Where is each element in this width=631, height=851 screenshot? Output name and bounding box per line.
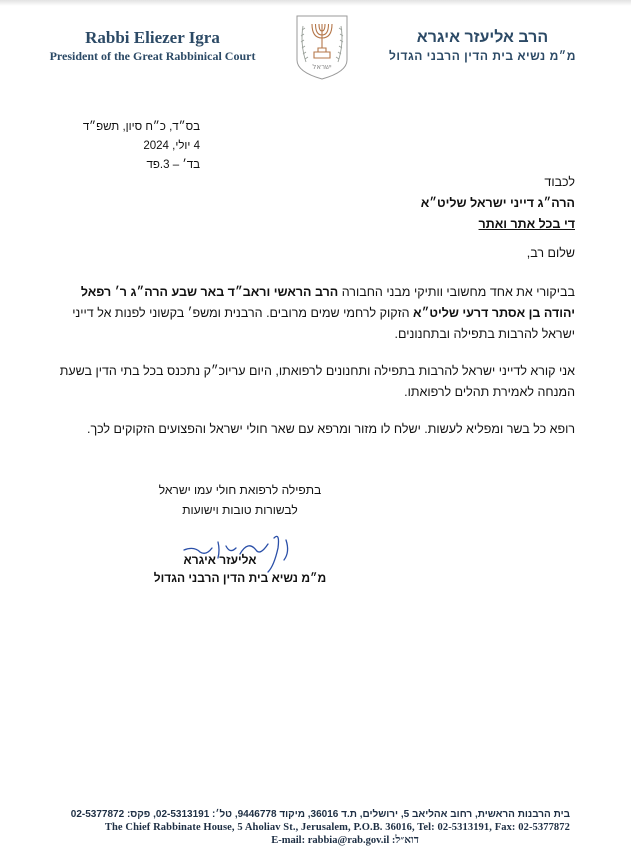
svg-text:ישראל: ישראל	[312, 63, 332, 71]
recipient-block	[295, 172, 575, 235]
salutation: לכבוד	[544, 175, 575, 189]
closing-lines	[140, 480, 340, 520]
footer-english-address: The Chief Rabbinate House, 5 Aholiav St., Jerusalem, P.O.B. 36016, Tel: 02-5313191, Fax: 02-5377872	[104, 822, 570, 833]
body-paragraph-2: אני קורא לדייני ישראל להרבות בתפילה ותחנונים לרפואתו, היום עריוכ״ק נתכנס בכל בתי הדין בשעת המנחה לאמירת תהלים לרפואתו.	[59, 364, 575, 399]
page-top-edge	[0, 0, 631, 6]
signer-name: אליעזר איגרא	[183, 553, 257, 567]
sender-title-hebrew: מ״מ נשיא בית הדין הרבני הגדול	[389, 49, 576, 63]
addressee-location: די בכל אתר ואתר	[478, 217, 575, 231]
closing-line-2: לבשורות טובות וישועות	[182, 503, 298, 517]
gregorian-date: 4 יולי, 2024	[143, 140, 200, 152]
body-paragraph-3: רופא כל בשר ומפליא לעשות. ישלח לו מזור ומרפא עם שאר חולי ישראל והפצועים הזקוקים לכך.	[86, 422, 575, 436]
letterhead-english	[30, 28, 275, 64]
letter-footer	[60, 808, 570, 847]
state-of-israel-emblem-icon	[294, 14, 350, 80]
sender-name-hebrew: הרב אליעזר איגרא	[416, 29, 549, 46]
signer-title: מ״מ נשיא בית הדין הרבני הגדול	[153, 571, 327, 585]
sender-name-english: Rabbi Eliezer Igra	[85, 28, 220, 47]
reference-number: בד׳ – 3.פד	[146, 159, 200, 171]
paragraph-1-bold-name: הרב הראשי וראב״ד באר שבע הרה״ג ר׳ רפאל יהודה בן אסתר דרעי שליט״א	[80, 285, 575, 320]
footer-hebrew-address: בית הרבנות הראשית, רחוב אהליאב 5, ירושלים, ת.ד 36016, מיקוד 9446778, טל׳: 02-5313191, פקס: 02-5377872	[70, 809, 570, 820]
letterhead-hebrew	[360, 28, 605, 64]
footer-email[interactable]: E-mail: rabbia@rab.gov.il :דוא״ל	[271, 835, 419, 846]
body-paragraph-1	[58, 282, 575, 345]
letter-body	[58, 243, 575, 456]
paragraph-1-rest: הזקוק לרחמי שמים מרובים. הרבנית ומשפ׳ בקשוני לפנות אל דייני ישראל להרבות בתפילה ובתחנונים.	[72, 306, 575, 341]
greeting: שלום רב,	[526, 246, 575, 260]
sender-title-english: President of the Great Rabbinical Court	[49, 49, 256, 63]
paragraph-1-intro: בביקורי את אחד מחשובי וותיקי מבני החבורה	[338, 285, 575, 299]
closing-line-1: בתפילה לרפואת חולי עמו ישראל	[158, 483, 322, 497]
letter-meta	[60, 118, 200, 175]
hebrew-date: בס״ד, כ״ח סיון, תשפ״ד	[82, 121, 200, 133]
addressee: הרה״ג דייני ישראל שליט״א	[420, 196, 575, 210]
